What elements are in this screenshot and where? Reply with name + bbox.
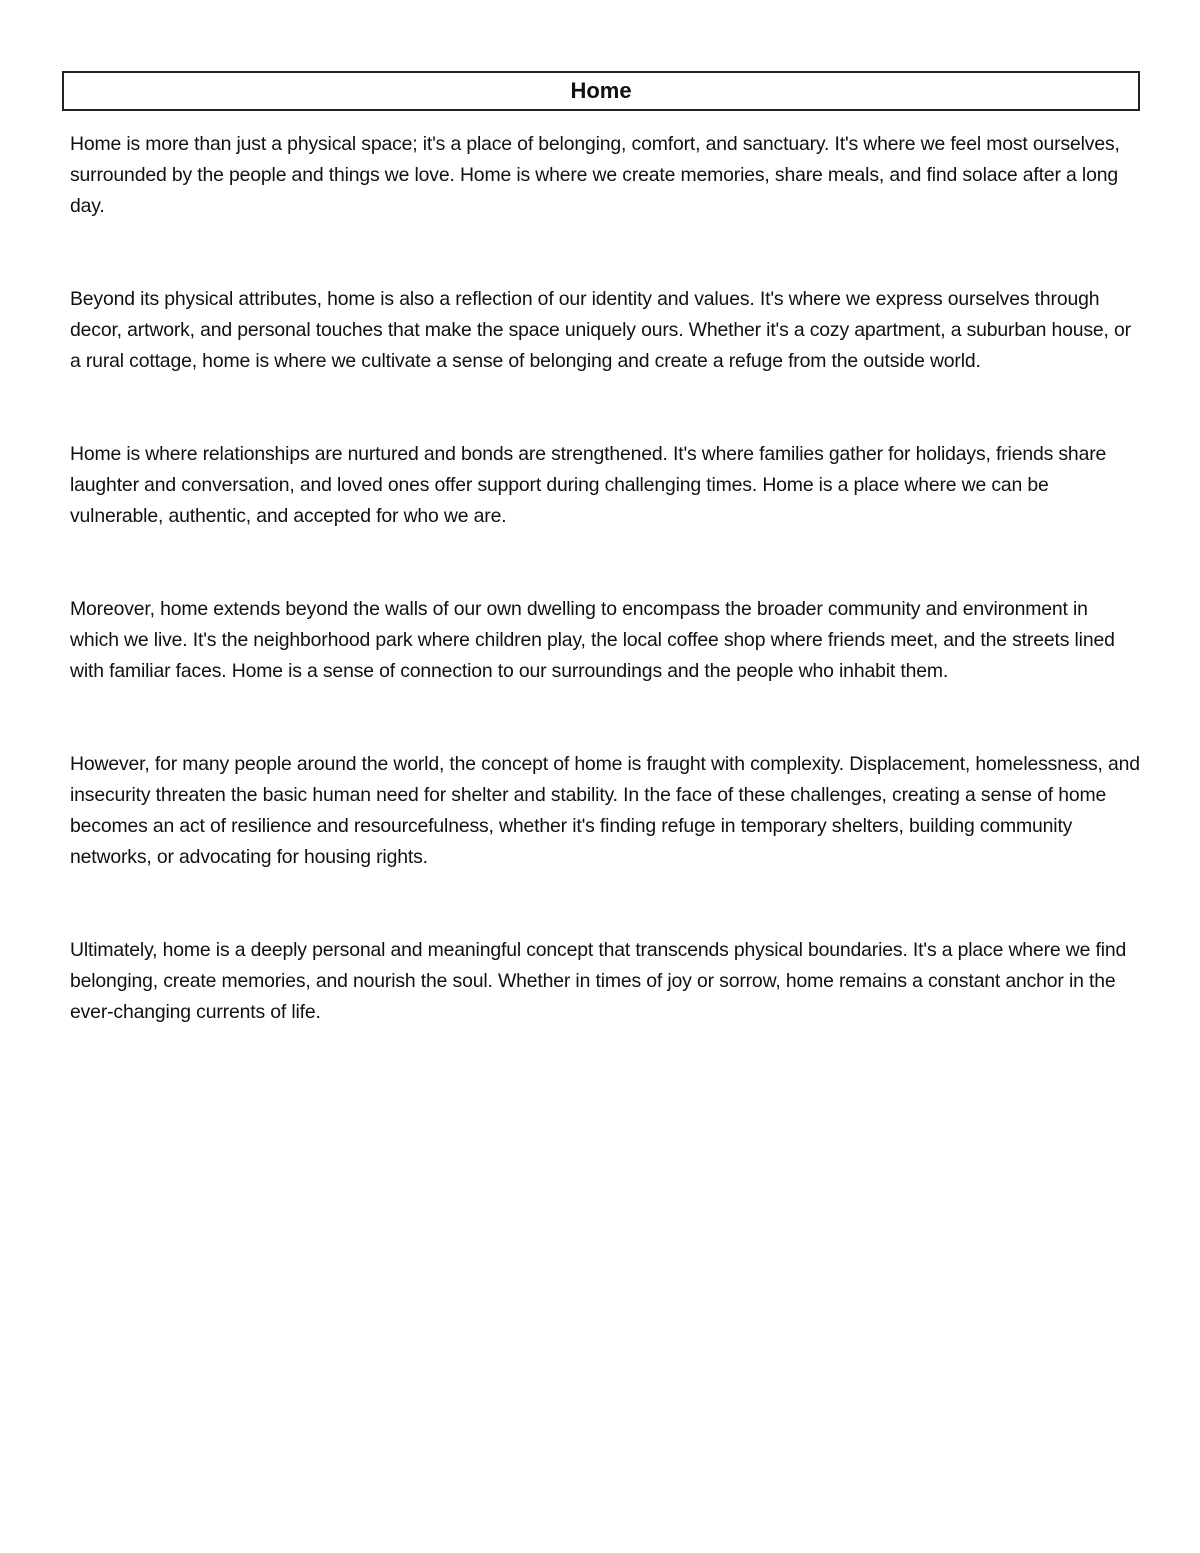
paragraph-5: However, for many people around the world, the concept of home is fraught with complexity. Displacement, homelessness, and insecurity threaten the basic human need for shelter and stability. In the face of these challenges, creating a sense of home becomes an act of resilience and resourcefulness, whether it's finding refuge in temporary shelters, building community networks, or advocating for housing rights. <box>70 753 1140 868</box>
paragraph-3: Home is where relationships are nurtured and bonds are strengthened. It's where families gather for holidays, friends share laughter and conversation, and loved ones offer support during challenging times. Home is a place where we can be vulnerable, authentic, and accepted for who we are. <box>70 443 1107 527</box>
document-title: Home <box>570 78 632 103</box>
paragraph-2: Beyond its physical attributes, home is also a reflection of our identity and values. It's where we express ourselves through decor, artwork, and personal touches that make the space uniquely ours. Whether it's a cozy apartment, a suburban house, or a rural cottage, home is where we cultivate a sense of belonging and create a refuge from the outside world. <box>70 288 1131 372</box>
paragraph-1: Home is more than just a physical space; it's a place of belonging, comfort, and sanctuary. It's where we feel most ourselves, surrounded by the people and things we love. Home is where we create memories, share meals, and find solace after a long day. <box>70 133 1120 217</box>
paragraph-4: Moreover, home extends beyond the walls of our own dwelling to encompass the broader community and environment in which we live. It's the neighborhood park where children play, the local coffee shop where friends meet, and the streets lined with familiar faces. Home is a sense of connection to our surroundings and the people who inhabit them. <box>70 598 1115 682</box>
paragraph-6: Ultimately, home is a deeply personal and meaningful concept that transcends physical boundaries. It's a place where we find belonging, create memories, and nourish the soul. Whether in times of joy or sorrow, home remains a constant anchor in the ever-changing currents of life. <box>70 939 1127 1023</box>
document-body <box>70 129 1140 1028</box>
title-box <box>62 71 1140 111</box>
